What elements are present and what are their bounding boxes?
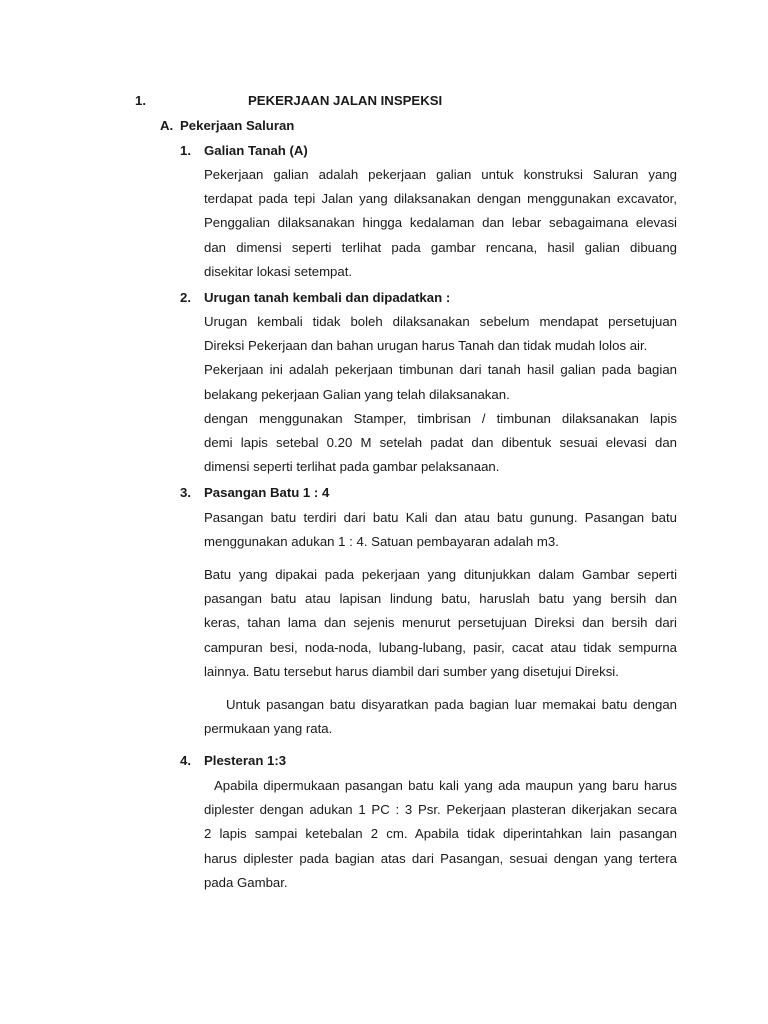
item-2-paragraph bbox=[204, 310, 677, 479]
paragraph-line: Penggalian dilaksanakan hingga kedalaman dan lebar sebagaimana elevasi bbox=[204, 215, 677, 231]
paragraph-line: terdapat pada tepi Jalan yang dilaksanakan dengan menggunakan excavator, bbox=[204, 191, 677, 207]
item-1-number: 1. bbox=[180, 143, 191, 158]
item-4-number: 4. bbox=[180, 753, 191, 768]
heading-title: PEKERJAAN JALAN INSPEKSI bbox=[248, 93, 443, 108]
paragraph-line: Pasangan batu terdiri dari batu Kali dan atau batu gunung. Pasangan batu bbox=[204, 510, 677, 525]
paragraph-line: Urugan kembali tidak boleh dilaksanakan sebelum mendapat persetujuan bbox=[204, 314, 677, 329]
paragraph-line: belakang pekerjaan Galian yang telah dilaksanakan. bbox=[204, 386, 510, 402]
item-3-paragraph-b bbox=[204, 563, 677, 684]
paragraph-line: dengan menggunakan Stamper, timbrisan / timbunan dilaksanakan lapis bbox=[204, 410, 677, 426]
item-2-title: Urugan tanah kembali dan dipadatkan : bbox=[204, 290, 451, 305]
item-3-number: 3. bbox=[180, 485, 191, 500]
paragraph-line: Direksi Pekerjaan dan bahan urugan harus Tanah dan tidak mudah lolos air. bbox=[204, 338, 648, 354]
item-1-title: Galian Tanah (A) bbox=[204, 143, 308, 158]
paragraph-line: Apabila dipermukaan pasangan batu kali yang ada maupun yang baru harus bbox=[214, 778, 677, 793]
paragraph-line: keras, tahan lama dan sejenis menurut persetujuan Direksi dan bersih dari bbox=[204, 615, 677, 631]
paragraph-line: campuran besi, noda-noda, lubang-lubang, pasir, cacat atau tidak sempurna bbox=[204, 639, 677, 655]
paragraph-line: 2 lapis sampai ketebalan 2 cm. Apabila tidak diperintahkan lain pasangan bbox=[204, 826, 677, 842]
paragraph-line: Batu yang dipakai pada pekerjaan yang ditunjukkan dalam Gambar seperti bbox=[204, 567, 677, 582]
paragraph-line: Pekerjaan ini adalah pekerjaan timbunan dari tanah hasil galian pada bagian bbox=[204, 362, 677, 378]
paragraph-line: dimensi seperti terlihat pada gambar pelaksanaan. bbox=[204, 459, 500, 475]
paragraph-line: pasangan batu atau lapisan lindung batu, haruslah batu yang bersih dan bbox=[204, 591, 677, 607]
heading-number: 1. bbox=[135, 93, 146, 108]
item-3-paragraph-a bbox=[204, 506, 677, 554]
paragraph-line: pada Gambar. bbox=[204, 874, 288, 890]
item-3-paragraph-c bbox=[204, 693, 677, 741]
paragraph-line: dan dimensi seperti terlihat pada gambar rencana, hasil galian dibuang bbox=[204, 239, 677, 255]
paragraph-line: Pekerjaan galian adalah pekerjaan galian untuk konstruksi Saluran yang bbox=[204, 167, 677, 182]
section-a-label: A. bbox=[160, 118, 174, 133]
item-2-number: 2. bbox=[180, 290, 191, 305]
paragraph-line: lainnya. Batu tersebut harus diambil dari sumber yang disetujui Direksi. bbox=[204, 663, 619, 679]
section-a-title: Pekerjaan Saluran bbox=[180, 118, 295, 133]
paragraph-line: demi lapis setebal 0.20 M setelah padat dan dibentuk sesuai elevasi dan bbox=[204, 434, 677, 450]
paragraph-line: diplester dengan adukan 1 PC : 3 Psr. Pekerjaan plasteran dikerjakan secara bbox=[204, 802, 677, 818]
paragraph-line: menggunakan adukan 1 : 4. Satuan pembayaran adalah m3. bbox=[204, 534, 559, 550]
item-4-paragraph bbox=[204, 774, 677, 895]
paragraph-line: harus diplester pada bagian atas dari Pasangan, sesuai dengan yang tertera bbox=[204, 850, 677, 866]
paragraph-line: Untuk pasangan batu disyaratkan pada bagian luar memakai batu dengan bbox=[226, 697, 677, 712]
paragraph-line: disekitar lokasi setempat. bbox=[204, 263, 353, 279]
item-3-title: Pasangan Batu 1 : 4 bbox=[204, 485, 330, 500]
item-1-paragraph bbox=[204, 163, 677, 284]
item-4-title: Plesteran 1:3 bbox=[204, 753, 287, 768]
paragraph-line: permukaan yang rata. bbox=[204, 721, 333, 737]
